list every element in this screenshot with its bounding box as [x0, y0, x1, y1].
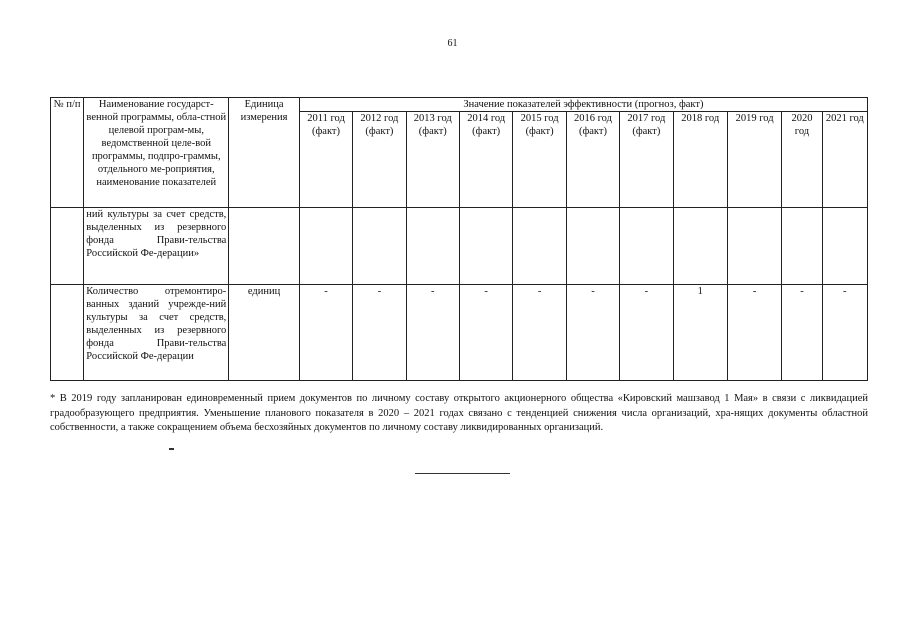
header-year-2020: 2020 год	[782, 112, 822, 208]
header-year-2015: 2015 год (факт)	[513, 112, 566, 208]
stray-mark	[169, 448, 174, 450]
header-num: № п/п	[51, 98, 84, 208]
row-value	[822, 208, 867, 285]
end-rule	[415, 473, 510, 474]
header-group: Значение показателей эффективности (прогноз, факт)	[299, 98, 867, 112]
row-value	[620, 208, 673, 285]
row-value	[513, 208, 566, 285]
header-name: Наименование государст-венной программы, обла-стной целевой програм-мы, ведомственной целе-вой программы, подпро-граммы, отдельного ме-роприятия, наименование показателей	[84, 98, 229, 208]
page-number: 61	[447, 38, 458, 49]
footnote: * В 2019 году запланирован единовременный прием документов по личному составу открытого акционерного общества «Кировский машзавод 1 Мая» в связи с ликвидацией градообразующего предприятия. Уменьшение планового показателя в 2020 – 2021 годах связано с тенденцией снижения числа организаций, хра-нящих документы областной собственности, а также сокращением объема бесхозяйных документов по личному составу ликвидированных организаций.	[50, 393, 868, 433]
header-year-2016: 2016 год (факт)	[566, 112, 619, 208]
row-name: ний культуры за счет средств, выделенных из резервного фонда Прави-тельства Российской Фе-дерации»	[84, 208, 229, 285]
header-year-2019: 2019 год	[727, 112, 781, 208]
header-year-2012: 2012 год (факт)	[353, 112, 406, 208]
row-unit: единиц	[229, 285, 300, 381]
row-value	[406, 208, 459, 285]
row-value: -	[727, 285, 781, 381]
row-value	[673, 208, 727, 285]
row-value: -	[406, 285, 459, 381]
row-value: -	[459, 285, 512, 381]
row-unit	[229, 208, 300, 285]
header-year-2021: 2021 год	[822, 112, 867, 208]
row-value: -	[299, 285, 352, 381]
header-row-group	[51, 98, 868, 112]
row-value	[459, 208, 512, 285]
header-year-2018: 2018 год	[673, 112, 727, 208]
row-value	[299, 208, 352, 285]
table-row	[51, 208, 868, 285]
row-value	[727, 208, 781, 285]
header-year-2013: 2013 год (факт)	[406, 112, 459, 208]
header-year-2011: 2011 год (факт)	[299, 112, 352, 208]
row-value: -	[353, 285, 406, 381]
row-value: -	[513, 285, 566, 381]
row-num	[51, 285, 84, 381]
table-row	[51, 285, 868, 381]
row-value: -	[620, 285, 673, 381]
header-year-2014: 2014 год (факт)	[459, 112, 512, 208]
row-value	[353, 208, 406, 285]
row-name: Количество отремонтиро-ванных зданий учрежде-ний культуры за счет средств, выделенных из резервного фонда Прави-тельства Российской Фе-дерации	[84, 285, 229, 381]
row-value	[566, 208, 619, 285]
header-year-2017: 2017 год (факт)	[620, 112, 673, 208]
header-unit: Единица измерения	[229, 98, 300, 208]
row-num	[51, 208, 84, 285]
row-value: -	[566, 285, 619, 381]
row-value: -	[822, 285, 867, 381]
indicators-table	[50, 97, 868, 381]
row-value: -	[782, 285, 822, 381]
row-value: 1	[673, 285, 727, 381]
row-value	[782, 208, 822, 285]
